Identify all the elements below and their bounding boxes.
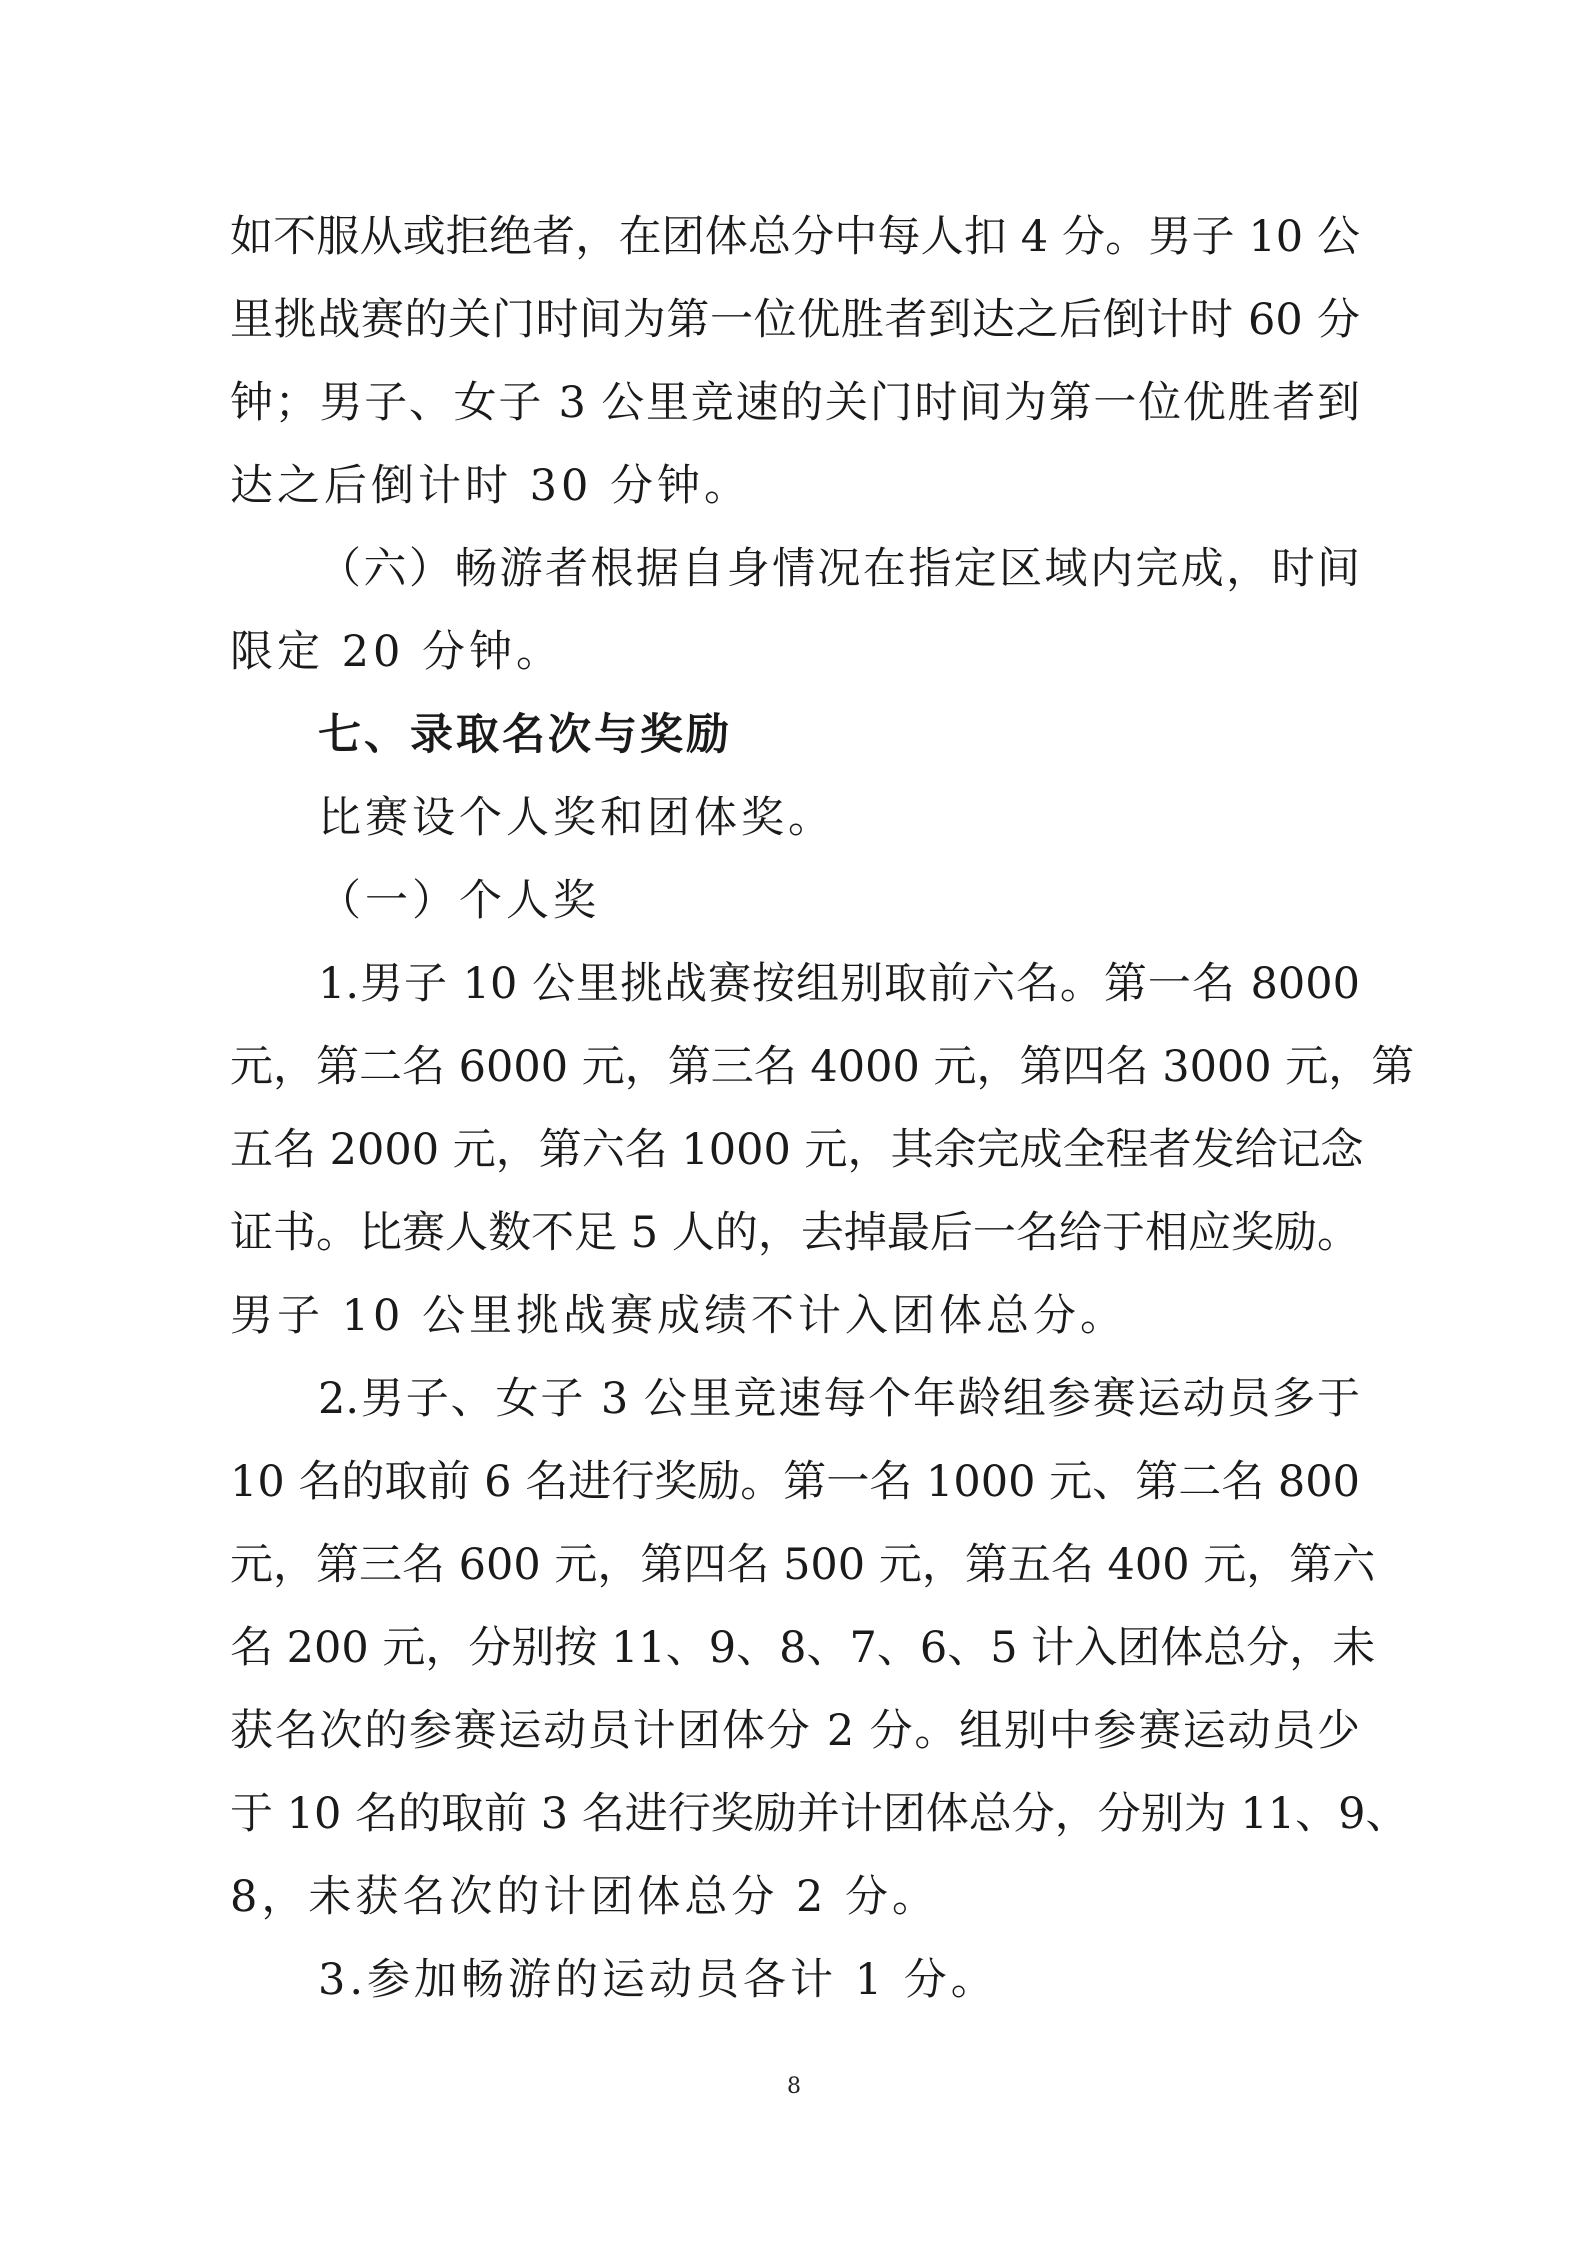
paragraph-line: 证书。比赛人数不足 5 人的，去掉最后一名给于相应奖励。 — [230, 1208, 1360, 1258]
paragraph-line: 3.参加畅游的运动员各计 1 分。 — [318, 1955, 998, 2005]
paragraph-line: 于 10 名的取前 3 名进行奖励并计团体总分，分别为 11、9、 — [230, 1789, 1409, 1839]
page-number: 8 — [787, 2074, 801, 2099]
paragraph-line: 2.男子、女子 3 公里竞速每个年龄组参赛运动员多于 — [318, 1374, 1360, 1424]
paragraph-line: 限定 20 分钟。 — [230, 627, 564, 677]
paragraph-line: 五名 2000 元，第六名 1000 元，其余完成全程者发给记念 — [230, 1125, 1364, 1175]
paragraph-line: 8，未获名次的计团体总分 2 分。 — [230, 1872, 940, 1922]
paragraph-line: 达之后倒计时 30 分钟。 — [230, 461, 752, 511]
section-heading: 七、录取名次与奖励 — [318, 710, 732, 760]
paragraph-line: 钟；男子、女子 3 公里竞速的关门时间为第一位优胜者到 — [230, 378, 1360, 428]
subsection-heading: （一）个人奖 — [318, 876, 600, 926]
paragraph-line: 名 200 元，分别按 11、9、8、7、6、5 计入团体总分，未 — [230, 1623, 1376, 1673]
paragraph-line: 男子 10 公里挑战赛成绩不计入团体总分。 — [230, 1291, 1128, 1341]
paragraph-line: 如不服从或拒绝者，在团体总分中每人扣 4 分。男子 10 公 — [230, 212, 1360, 262]
paragraph-line: 获名次的参赛运动员计团体分 2 分。组别中参赛运动员少 — [230, 1706, 1360, 1756]
paragraph-line: 比赛设个人奖和团体奖。 — [318, 793, 835, 843]
paragraph-line: 元，第三名 600 元，第四名 500 元，第五名 400 元，第六 — [230, 1540, 1376, 1590]
paragraph-line: （六）畅游者根据自身情况在指定区域内完成，时间 — [318, 544, 1360, 594]
paragraph-line: 10 名的取前 6 名进行奖励。第一名 1000 元、第二名 800 — [230, 1457, 1360, 1507]
paragraph-line: 里挑战赛的关门时间为第一位优胜者到达之后倒计时 60 分 — [230, 295, 1360, 345]
paragraph-line: 1.男子 10 公里挑战赛按组别取前六名。第一名 8000 — [318, 959, 1360, 1009]
paragraph-line: 元，第二名 6000 元，第三名 4000 元，第四名 3000 元，第 — [230, 1042, 1415, 1092]
